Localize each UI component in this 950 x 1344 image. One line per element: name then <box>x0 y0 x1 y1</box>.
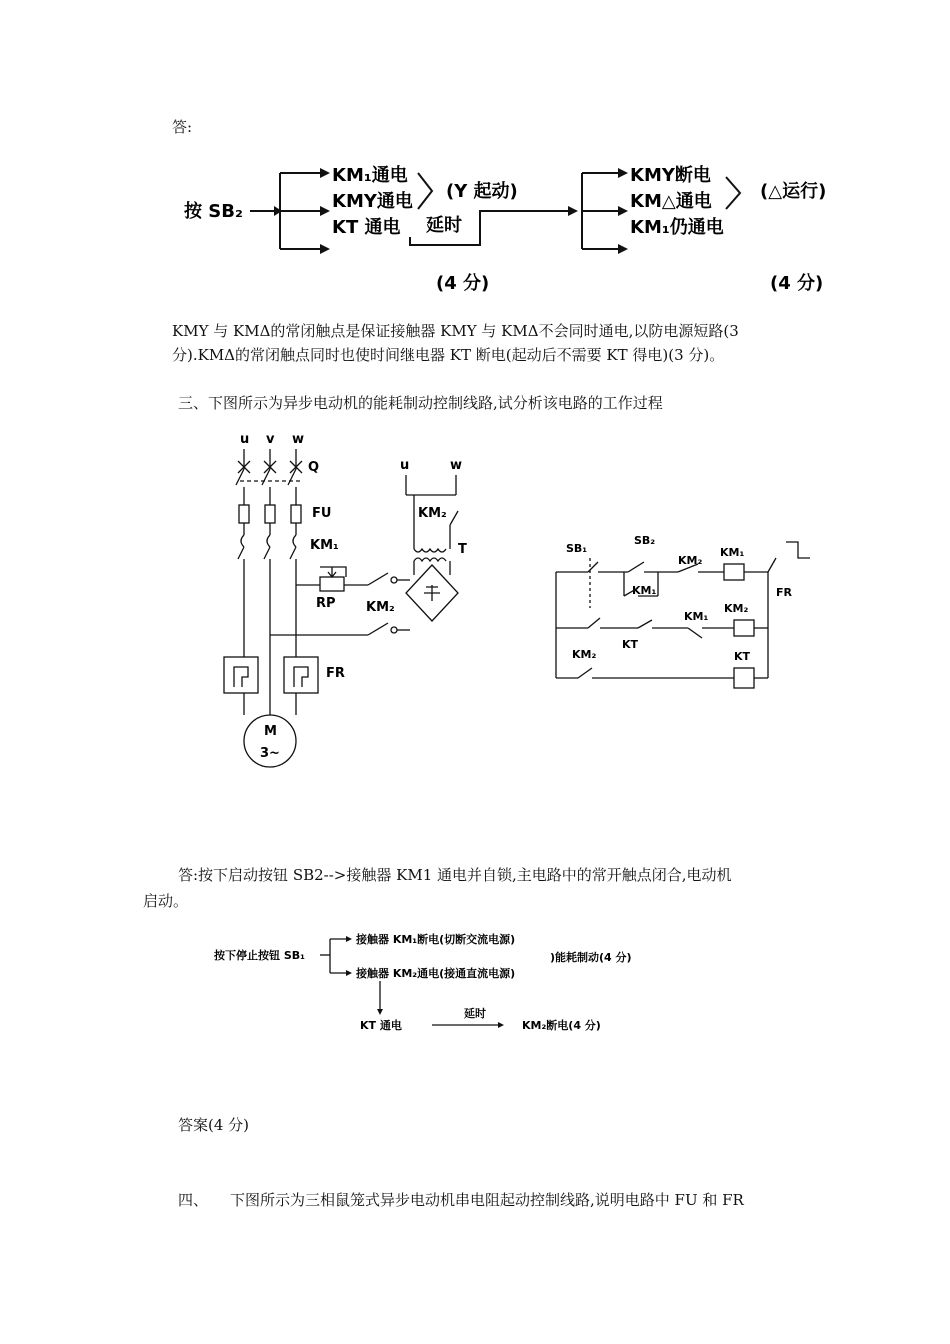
star-delta-flow-diagram <box>170 155 850 305</box>
flow2-branch2: 接触器 KM₂通电(接通直流电源) <box>356 967 516 980</box>
flow2-delay: 延时 <box>464 1007 486 1020</box>
dc-w-label: w <box>450 458 463 473</box>
fr-control-label: FR <box>776 586 792 599</box>
power-circuit-diagram <box>210 425 500 785</box>
km2-nc-label: KM₂ <box>678 554 703 567</box>
km1-coil-label: KM₁ <box>720 546 745 559</box>
answer2-line2: 启动。 <box>143 892 189 910</box>
switch-q-label: Q <box>308 460 320 475</box>
flow2-braking-tag: )能耗制动(4 分) <box>550 951 632 964</box>
kt-contact-label: KT <box>622 638 639 651</box>
rp-label: RP <box>316 596 336 611</box>
flow1-score-right: (4 分) <box>770 273 824 294</box>
section4-number: 四、 <box>178 1191 209 1209</box>
flow1-km1-on: KM₁通电 <box>332 165 408 186</box>
flow1-km1-still-on: KM₁仍通电 <box>630 217 724 238</box>
phase-v-label: v <box>266 432 275 447</box>
flow1-delta-run-tag: (△运行) <box>760 181 827 202</box>
fuse-fu-label: FU <box>312 506 332 521</box>
dc-u-label: u <box>400 458 410 473</box>
km2-main-label: KM₂ <box>366 600 395 615</box>
phase-w-label: w <box>292 432 305 447</box>
flow1-kt-on: KT 通电 <box>332 217 401 238</box>
paragraph1-line1: KMY 与 KMΔ的常闭触点是保证接触器 KMY 与 KMΔ不会同时通电,以防电源短路(3 <box>172 322 739 340</box>
flow1-kmy-on: KMY通电 <box>332 191 413 212</box>
km1-nc-label: KM₁ <box>684 610 709 623</box>
section4-text: 下图所示为三相鼠笼式异步电动机串电阻起动控制线路,说明电路中 FU 和 FR <box>230 1191 744 1209</box>
control-circuit-diagram <box>548 528 818 698</box>
answer2-line1: 答:按下启动按钮 SB2-->接触器 KM1 通电并自锁,主电路中的常开触点闭合,电动机 <box>178 866 732 884</box>
km2-coil-label: KM₂ <box>724 602 749 615</box>
answer-score: 答案(4 分) <box>178 1116 250 1134</box>
flow1-y-start-tag: (Y 起动) <box>446 181 518 202</box>
transformer-t-label: T <box>458 542 467 557</box>
flow2-input: 按下停止按钮 SB₁ <box>214 949 305 962</box>
paragraph1-line2: 分).KMΔ的常闭触点同时也使时间继电器 KT 断电(起动后不需要 KT 得电)(3 分)。 <box>172 346 725 364</box>
braking-flow-diagram <box>210 925 690 1045</box>
flow2-kt-on: KT 通电 <box>360 1019 402 1032</box>
section3-title: 三、下图所示为异步电动机的能耗制动控制线路,试分析该电路的工作过程 <box>178 394 663 412</box>
flow1-delay-label: 延时 <box>426 215 462 236</box>
flow1-kmy-off: KMY断电 <box>630 165 711 186</box>
flow2-branch1: 接触器 KM₁断电(切断交流电源) <box>356 933 516 946</box>
flow1-score-left: (4 分) <box>436 273 490 294</box>
flow2-result: KM₂断电(4 分) <box>522 1019 601 1032</box>
overload-fr-label: FR <box>326 666 345 681</box>
answer-label: 答: <box>172 118 193 136</box>
motor-phase-label: 3~ <box>260 746 280 761</box>
sb2-label: SB₂ <box>634 534 656 547</box>
kt-coil-label: KT <box>734 650 751 663</box>
km1-hold-label: KM₁ <box>632 584 657 597</box>
motor-label: M <box>264 724 277 739</box>
sb1-label: SB₁ <box>566 542 588 555</box>
km2-hold-label: KM₂ <box>572 648 597 661</box>
km1-main-label: KM₁ <box>310 538 339 553</box>
flow1-kmdelta-on: KM△通电 <box>630 191 712 212</box>
phase-u-label: u <box>240 432 250 447</box>
flow1-input: 按 SB₂ <box>184 201 243 222</box>
km2-transformer-label: KM₂ <box>418 506 447 521</box>
